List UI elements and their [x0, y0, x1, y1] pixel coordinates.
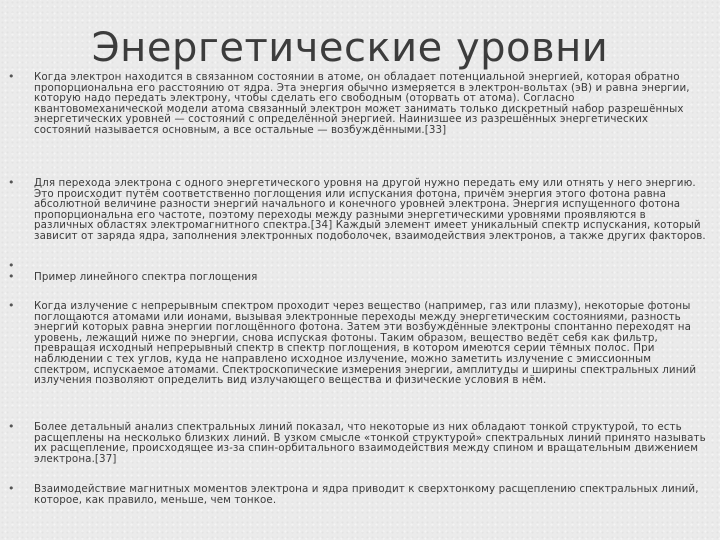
- slide-title: Энергетические уровни: [91, 25, 609, 71]
- bullet-icon: •: [8, 270, 15, 283]
- paragraph-hyperfine-structure: Взаимодействие магнитных моментов электрона и ядра приводит к сверхтонкому расщеплению спектральных линий, которое, как правило, меньше, чем тонкое.: [34, 483, 699, 506]
- paragraph-fine-structure: Более детальный анализ спектральных линий показал, что некоторые из них обладают тонкой структурой, то есть расщеплены на несколько близких линий. В узком смысле «тонкой структурой» спектральных линий принято называть их расщепление, происходящее из-за спин-орбитального взаимодействия между спином и вращательным движением электрона.[37]: [34, 421, 706, 465]
- paragraph-photon-transitions: Для перехода электрона с одного энергетического уровня на другой нужно передать ему или отнять у него энергию. Это происходит путём соответственно поглощения или испускания фотона, причём энергия этого фотона равна абсолютной величине разности энергий начального и конечного уровней электрона. Энергия испущенного фотона пропорциональна его частоте, поэтому переходы между разными энергетическими уровнями проявляются в различных областях электромагнитного спектра.[34] Каждый элемент имеет уникальный спектр испускания, который зависит от заряда ядра, заполнения электронных подоболочек, взаимодействия электронов, а также других факторов.: [34, 177, 706, 242]
- paragraph-absorption-spectrum: Когда излучение с непрерывным спектром проходит через вещество (например, газ или плазму), некоторые фотоны поглощаются атомами или ионами, вызывая электронные переходы между энергетическим состояниями, разность энергий которых равна энергии поглощённого фотона. Затем эти возбуждённые электроны спонтанно переходят на уровень, лежащий ниже по энергии, снова испуская фотоны. Таким образом, вещество ведёт себя как фильтр, превращая исходный непрерывный спектр в спектр поглощения, в котором имеются серии тёмных полос. При наблюдении с тех углов, куда не направлено исходное излучение, можно заметить излучение с эмиссионным спектром, испускаемое атомами. Спектроскопические измерения энергии, амплитуды и ширины спектральных линий излучения позволяют определить вид излучающего вещества и физические условия в нём.: [34, 300, 697, 387]
- bullet-icon: •: [8, 259, 15, 272]
- bullet-icon: •: [8, 420, 15, 433]
- bullet-icon: •: [8, 176, 15, 189]
- bullet-icon: •: [8, 70, 15, 83]
- paragraph-spectrum-example: Пример линейного спектра поглощения: [34, 271, 258, 283]
- bullet-icon: •: [8, 482, 15, 495]
- bullet-icon: •: [8, 299, 15, 312]
- paragraph-ionization-energy: Когда электрон находится в связанном состоянии в атоме, он обладает потенциальной энергией, которая обратно пропорциональна его расстоянию от ядра. Эта энергия обычно измеряется в электрон-вольтах (эВ) и равна энергии, которую надо передать электрону, чтобы сделать его свободным (оторвать от атома). Согласно квантовомеханической модели атома связанный электрон может занимать только дискретный набор разрешённых энергетических уровней — состояний с определённой энергией. Наинизшее из разрешённых энергетических состояний называется основным, а все остальные — возбуждёнными.[33]: [34, 71, 690, 136]
